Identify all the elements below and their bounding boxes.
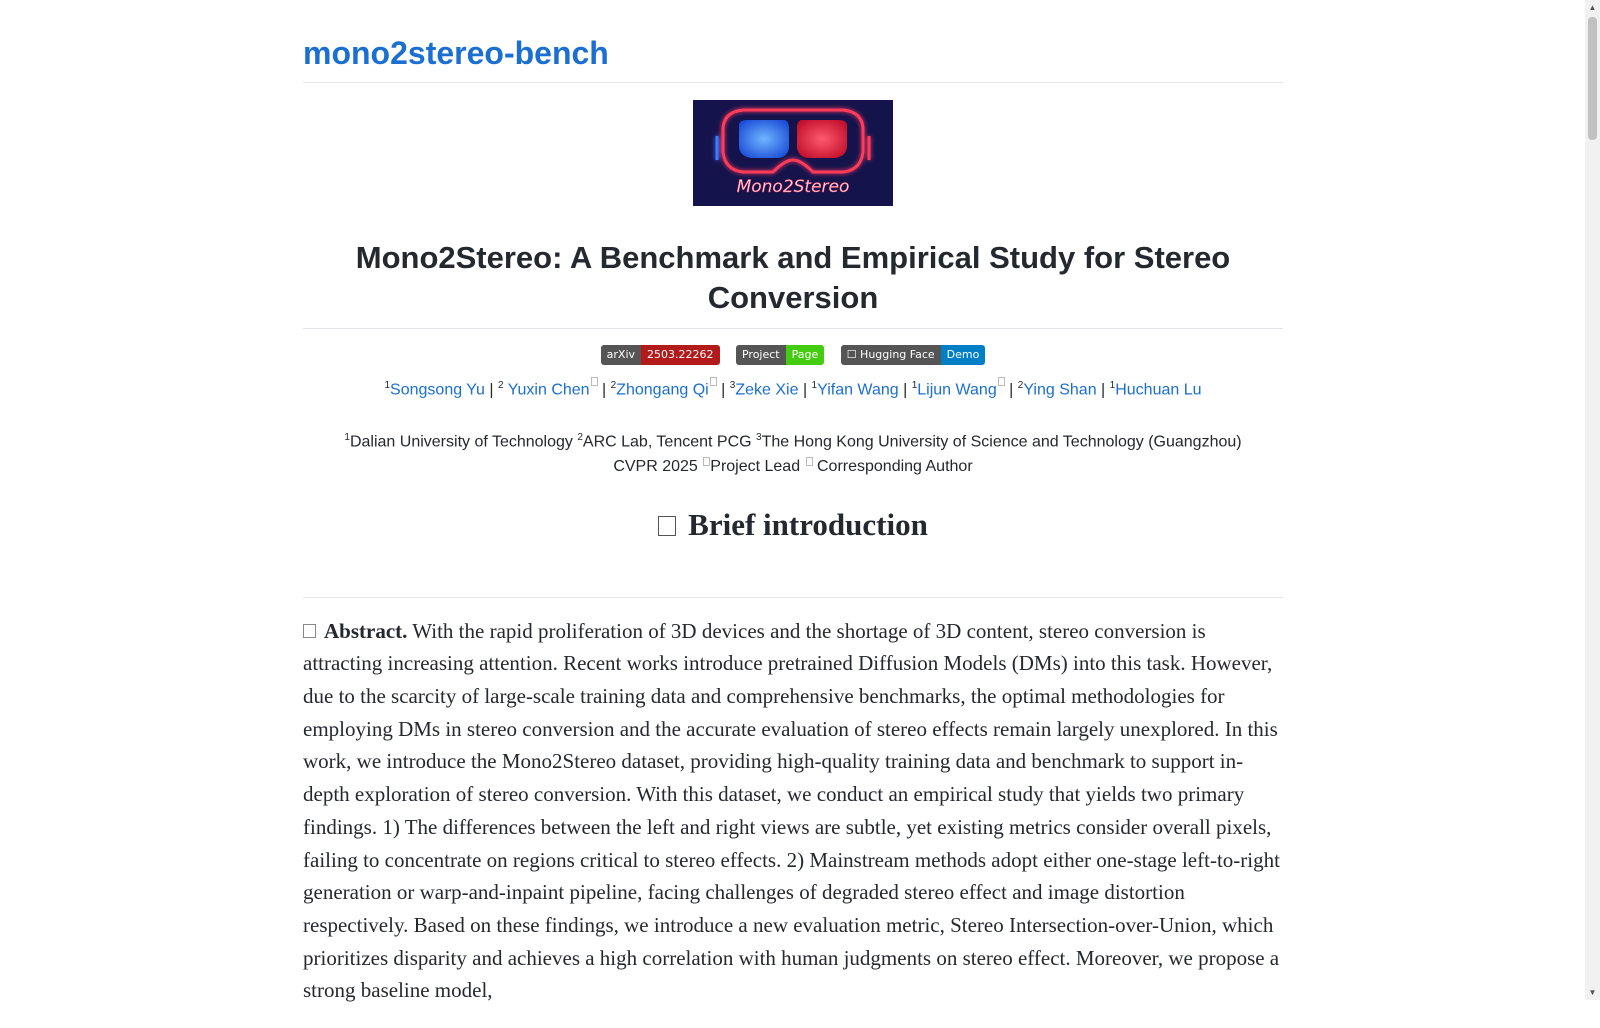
badge-label: arXiv [601,345,641,365]
affiliations [303,426,1283,478]
logo-image [693,100,893,206]
affiliation-line [303,426,1283,454]
separator: | [1101,381,1106,399]
scroll-down-arrow-icon[interactable]: ▼ [1588,988,1597,997]
corresponding-mark-icon [998,377,1005,386]
separator: | [802,381,808,399]
glasses-logo-icon [693,100,893,206]
author-sup: 1 [811,380,818,391]
author-sup: 1 [911,380,918,391]
project-lead-mark-icon [591,377,598,386]
affiliation-text: ARC Lab, Tencent PCG [582,433,757,451]
badge-value: 2503.22262 [641,345,719,365]
badge-row [303,345,1283,367]
corresponding-mark-icon [806,457,813,466]
abstract-text: With the rapid proliferation of 3D devices and the shortage of 3D content, stereo conversion is attracting increasing attention. Recent works introduce pretrained Diffusion Models (DMs) into this task. However, due to the scarcity of large-scale training data and comprehensive benchmarks, the optimal methodologies for employing DMs in stereo conversion and the accurate evaluation of stereo effects remain largely unexplored. In this work, we introduce the Mono2Stereo dataset, providing high-quality training data and benchmark to support in-depth exploration of stereo conversion. With this dataset, we conduct an empirical study that yields two primary findings. 1) The differences between the left and right views are subtle, yet existing metrics consider overall pixels, failing to concentrate on regions critical to stereo effects. 2) Mainstream methods adopt either one-stage left-to-right generation or warp-and-inpaint pipeline, facing challenges of degraded stereo effect and image distortion respectively. Based on these findings, we introduce a new evaluation metric, Stereo Intersection-over-Union, which prioritizes disparity and achieves a high correlation with human judgments on stereo effect. Moreover, we propose a strong baseline model, [303,618,1280,1003]
separator: | [602,381,607,399]
vertical-scrollbar[interactable] [1585,0,1600,1000]
venue-line [303,455,1283,479]
author-sup: 1 [1109,380,1116,391]
author-sup: 1 [384,380,391,391]
author-link[interactable]: Zeke Xie [735,381,799,399]
aff-sup: 2 [577,432,583,444]
venue-text: CVPR 2025 [613,457,703,475]
corresponding-mark-icon [710,377,717,386]
badge-value: Demo [941,345,986,365]
author-sup: 3 [729,380,736,391]
section-heading [303,505,1283,545]
scrollbar-thumb[interactable] [1588,17,1597,140]
site-title-link[interactable]: mono2stereo-bench [303,35,609,71]
huggingface-demo-badge[interactable] [841,345,986,365]
emoji-placeholder-icon [303,624,316,638]
project-page-badge[interactable] [736,345,824,365]
section-divider [303,597,1283,598]
project-lead-text: Project Lead [710,457,805,475]
arxiv-badge[interactable] [601,345,720,365]
separator: | [903,381,908,399]
header-divider [303,82,1283,83]
badge-value: Page [786,345,825,365]
affiliation-text: The Hong Kong University of Science and Technology (Guangzhou) [761,433,1242,451]
author-list [303,375,1283,401]
abstract-label: Abstract. [324,618,408,643]
page-content [303,0,1283,1028]
separator: | [489,381,494,399]
badge-label: ☐ Hugging Face [841,345,941,365]
author-link[interactable]: Ying Shan [1023,381,1097,399]
author-link[interactable]: Lijun Wang [917,381,997,399]
badge-label: Project [736,345,786,365]
abstract-paragraph [303,615,1283,1007]
separator: | [1009,381,1014,399]
scroll-up-arrow-icon[interactable]: ▲ [1588,3,1597,12]
corresponding-text: Corresponding Author [812,457,973,475]
author-sup: 2 [498,380,504,391]
author-link[interactable]: Yifan Wang [817,381,899,399]
emoji-placeholder-icon [658,516,676,536]
author-link[interactable]: Songsong Yu [390,381,485,399]
affiliation-text: Dalian University of Technology [349,433,578,451]
paper-title: Mono2Stereo: A Benchmark and Empirical Study for Stereo Conversion [355,240,1231,315]
aff-sup: 1 [344,432,350,444]
author-sup: 2 [610,380,617,391]
aff-sup: 3 [756,432,762,444]
title-divider [303,328,1283,329]
section-title: Brief introduction [688,506,928,542]
separator: | [721,381,726,399]
author-link[interactable]: Huchuan Lu [1115,381,1202,399]
author-sup: 2 [1017,380,1024,391]
author-link[interactable]: Zhongang Qi [616,381,709,399]
author-link[interactable]: Yuxin Chen [507,381,590,399]
logo-text: Mono2Stereo [736,177,850,197]
